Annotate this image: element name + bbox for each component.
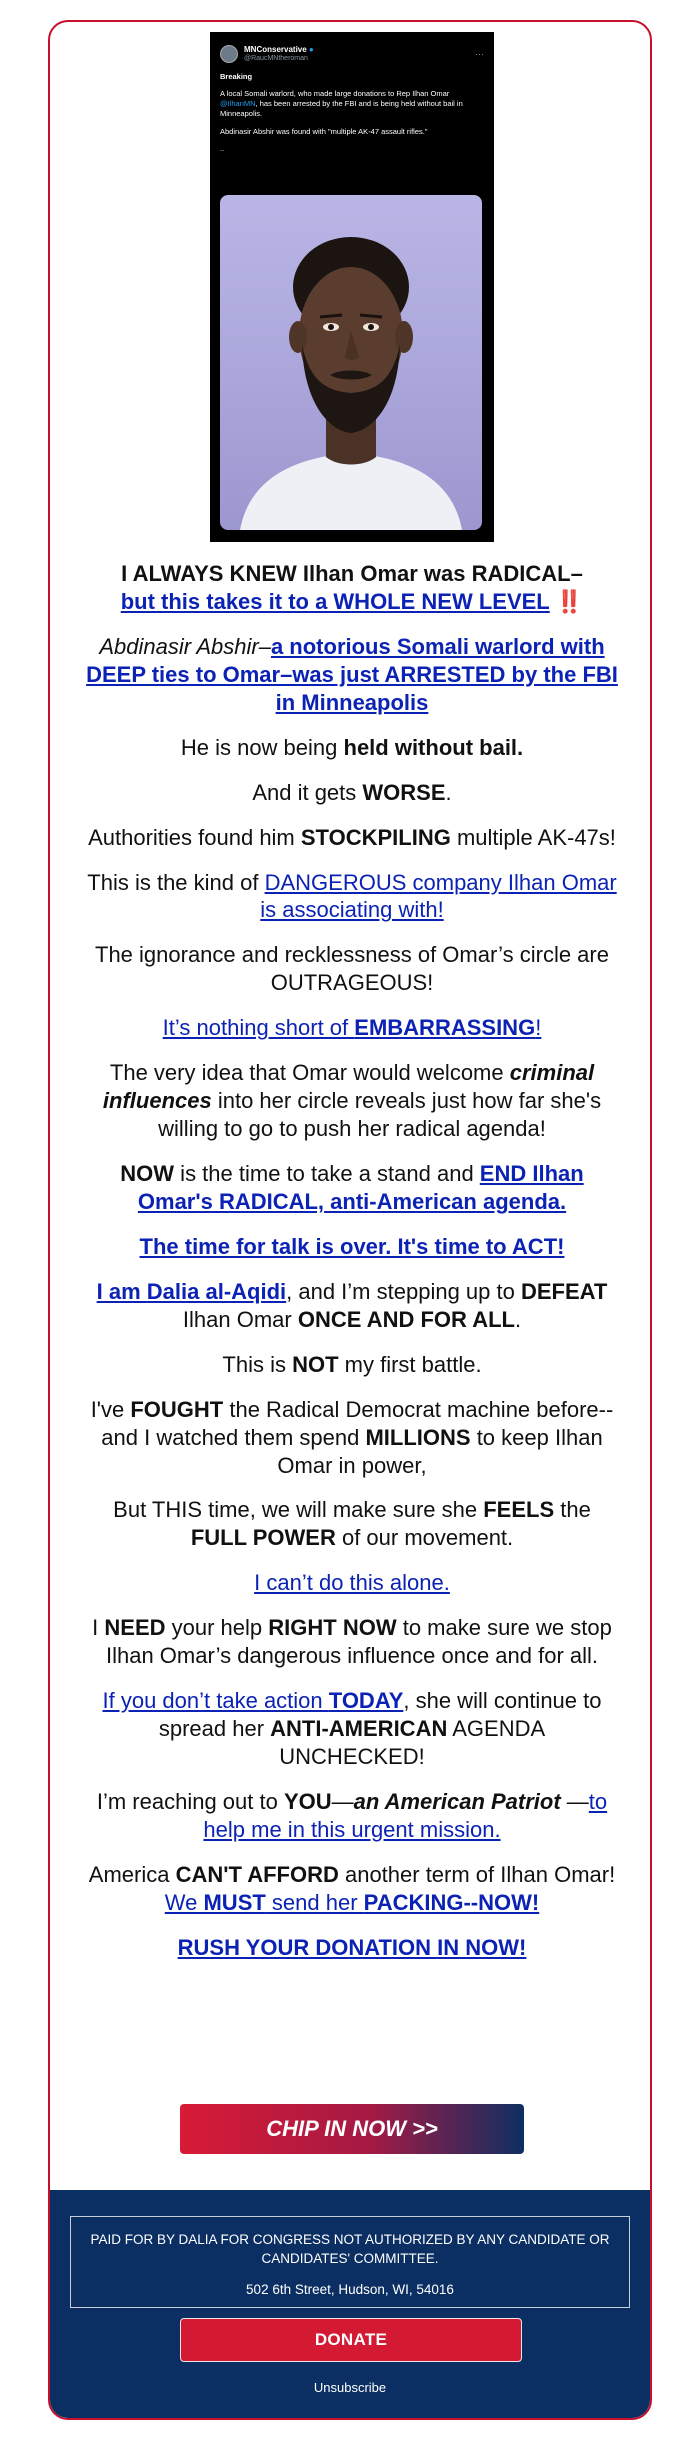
- rush-donation-link[interactable]: RUSH YOUR DONATION IN NOW!: [177, 1934, 527, 1960]
- paragraph-act: [86, 1233, 618, 1261]
- paragraph-today: If you don’t take action TODAY, she will continue to spread her ANTI-AMERICAN AGENDA UNCHECKED!: [102, 1688, 602, 1769]
- arrest-link[interactable]: a notorious Somali warlord with DEEP ties to Omar–was just ARRESTED by the FBI in Minneapolis: [86, 633, 618, 715]
- paragraph-cant-afford: America CAN'T AFFORD another term of Ilhan Omar! We MUST send her PACKING--NOW!: [88, 1861, 616, 1915]
- paragraph-candidate: I am Dalia al-Aqidi, and I’m stepping up to DEFEAT Ilhan Omar ONCE AND FOR ALL.: [96, 1278, 608, 1332]
- unsubscribe-link[interactable]: Unsubscribe: [313, 2380, 387, 2395]
- paragraph-take-stand: NOW is the time to take a stand and END Ilhan Omar's RADICAL, anti-American agenda.: [120, 1161, 584, 1214]
- cant-do-alone-link[interactable]: I can’t do this alone.: [254, 1570, 450, 1596]
- mention-link[interactable]: @IlhanMN: [220, 99, 256, 109]
- time-to-act-link[interactable]: The time for talk is over. It's time to ACT!: [139, 1233, 565, 1259]
- paid-for-disclaimer: [70, 2216, 630, 2308]
- embarrassing-link[interactable]: It’s nothing short of EMBARRASSING!: [162, 1015, 542, 1041]
- take-action-today-link[interactable]: If you don’t take action TODAY: [102, 1688, 404, 1714]
- mugshot-photo[interactable]: [220, 195, 482, 530]
- tweet-header: [220, 42, 484, 66]
- paragraph-worse: And it gets WORSE.: [252, 779, 452, 805]
- tweet-text: Breaking A local Somali warlord, who made large donations to Rep Ilhan Omar @IlhanMN, has been arrested by the FBI and is being held without bail in Minneapolis. Abdinasir Abshir was found with "multiple AK-47 assault rifles." ..: [220, 72, 484, 154]
- paragraph-bail: He is now being held without bail.: [180, 734, 524, 760]
- paragraph-embarrassing: [86, 1014, 618, 1042]
- paragraph-dangerous: This is the kind of DANGEROUS company Ilhan Omar is associating with!: [87, 869, 617, 923]
- tweet-author-handle: @RaucMNtheroman: [244, 54, 308, 62]
- send-her-packing-link[interactable]: We MUST send her PACKING--NOW!: [164, 1889, 540, 1915]
- paragraph-first-battle: This is NOT my first battle.: [222, 1351, 482, 1377]
- paragraph-criminal: The very idea that Omar would welcome criminal influences into her circle reveals just how far she's willing to go to push her radical agenda!: [102, 1060, 602, 1142]
- paragraph-intro: I ALWAYS KNEW Ilhan Omar was RADICAL– but this takes it to a WHOLE NEW LEVEL ‼️: [120, 561, 584, 614]
- candidate-name-link[interactable]: I am Dalia al-Aqidi: [96, 1278, 287, 1304]
- mailing-address: 502 6th Street, Hudson, WI, 54016: [246, 2281, 454, 2297]
- verified-badge-icon: ●: [308, 45, 314, 55]
- mugshot-illustration: [220, 195, 482, 530]
- paragraph-need-help: I NEED your help RIGHT NOW to make sure we stop Ilhan Omar’s dangerous influence once and for all.: [92, 1615, 612, 1669]
- urgent-mission-link[interactable]: to help me in this urgent mission.: [203, 1788, 608, 1842]
- email-body: [86, 560, 618, 1979]
- whole-new-level-link[interactable]: but this takes it to a WHOLE NEW LEVEL: [120, 588, 550, 614]
- avatar: [220, 45, 238, 63]
- paragraph-fought: I've FOUGHT the Radical Democrat machine before--and I watched them spend MILLIONS to keep Ilhan Omar in power,: [90, 1396, 614, 1478]
- tweet-author-name: MNConservative: [244, 45, 307, 55]
- tweet-text-2: Abdinasir Abshir was found with "multiple AK-47 assault rifles.": [220, 126, 428, 136]
- tweet-ellipsis: ..: [220, 143, 225, 153]
- paragraph-full-power: But THIS time, we will make sure she FEELS the FULL POWER of our movement.: [113, 1497, 591, 1551]
- paragraph-stockpiling: Authorities found him STOCKPILING multiple AK-47s!: [88, 824, 616, 850]
- paragraph-patriot: I’m reaching out to YOU—an American Patriot —to help me in this urgent mission.: [96, 1788, 608, 1842]
- footer: [50, 2190, 650, 2420]
- paragraph-outrageous: The ignorance and recklessness of Omar’s circle are OUTRAGEOUS!: [95, 942, 609, 996]
- disclaimer-text: PAID FOR BY DALIA FOR CONGRESS NOT AUTHORIZED BY ANY CANDIDATE OR CANDIDATES' COMMITTEE.: [90, 2232, 610, 2266]
- double-exclamation-icon: ‼️: [555, 588, 584, 614]
- chip-in-button[interactable]: CHIP IN NOW >>: [180, 2104, 524, 2154]
- dangerous-company-link[interactable]: DANGEROUS company Ilhan Omar is associating with!: [260, 869, 617, 923]
- end-agenda-link[interactable]: END Ilhan Omar's RADICAL, anti-American agenda.: [137, 1161, 584, 1214]
- donate-button[interactable]: DONATE: [180, 2318, 522, 2362]
- paragraph-arrest: Abdinasir Abshir–a notorious Somali warlord with DEEP ties to Omar–was just ARRESTED by the FBI in Minneapolis: [86, 633, 618, 715]
- tweet-embed[interactable]: [210, 32, 494, 542]
- paragraph-rush: [86, 1934, 618, 1962]
- email-card: [48, 20, 652, 2420]
- tweet-label: Breaking: [220, 72, 253, 81]
- more-options-icon[interactable]: ···: [475, 49, 484, 59]
- paragraph-alone: [86, 1569, 618, 1597]
